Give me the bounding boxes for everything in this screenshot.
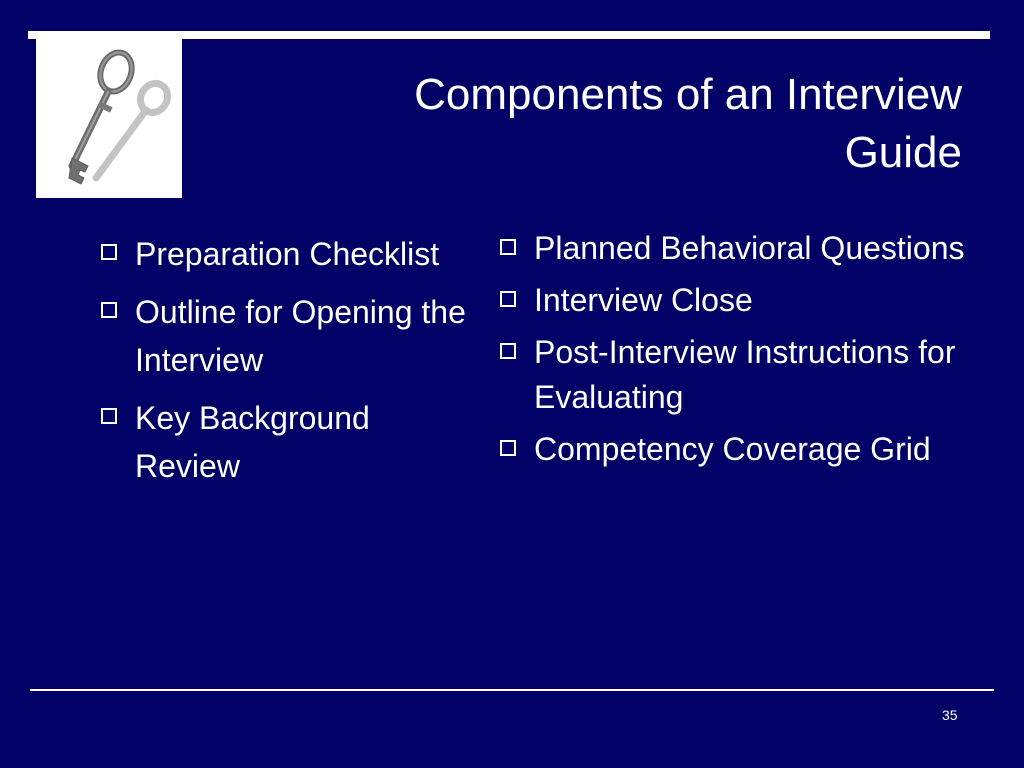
list-item-text: Post-Interview Instructions for Evaluating xyxy=(534,334,956,415)
list-item xyxy=(498,427,968,472)
list-item-text: Planned Behavioral Questions xyxy=(534,230,965,266)
list-item-text: Competency Coverage Grid xyxy=(534,431,931,467)
list-item-text: Key Background Review xyxy=(135,400,370,484)
hollow-square-bullet-icon xyxy=(500,239,516,255)
hollow-square-bullet-icon xyxy=(101,302,117,318)
list-item-text: Interview Close xyxy=(534,282,753,318)
slide-title xyxy=(242,66,962,182)
page-number: 35 xyxy=(942,707,958,723)
right-bullet-list xyxy=(498,226,968,479)
hollow-square-bullet-icon xyxy=(500,343,516,359)
list-item xyxy=(498,226,968,271)
slide-title-line1: Components of an Interview xyxy=(414,70,962,119)
list-item xyxy=(498,278,968,323)
list-item-text: Outline for Opening the Interview xyxy=(135,294,466,378)
list-item xyxy=(99,288,479,384)
left-bullet-list xyxy=(99,230,479,500)
hollow-square-bullet-icon xyxy=(101,244,117,260)
hollow-square-bullet-icon xyxy=(101,408,117,424)
key-icon xyxy=(36,38,182,198)
key-image xyxy=(36,38,182,198)
list-item xyxy=(99,394,479,490)
bottom-divider xyxy=(30,689,994,691)
list-item xyxy=(99,230,479,278)
hollow-square-bullet-icon xyxy=(500,440,516,456)
list-item-text: Preparation Checklist xyxy=(135,236,440,272)
slide-title-line2: Guide xyxy=(844,128,962,177)
hollow-square-bullet-icon xyxy=(500,291,516,307)
list-item xyxy=(498,330,968,420)
